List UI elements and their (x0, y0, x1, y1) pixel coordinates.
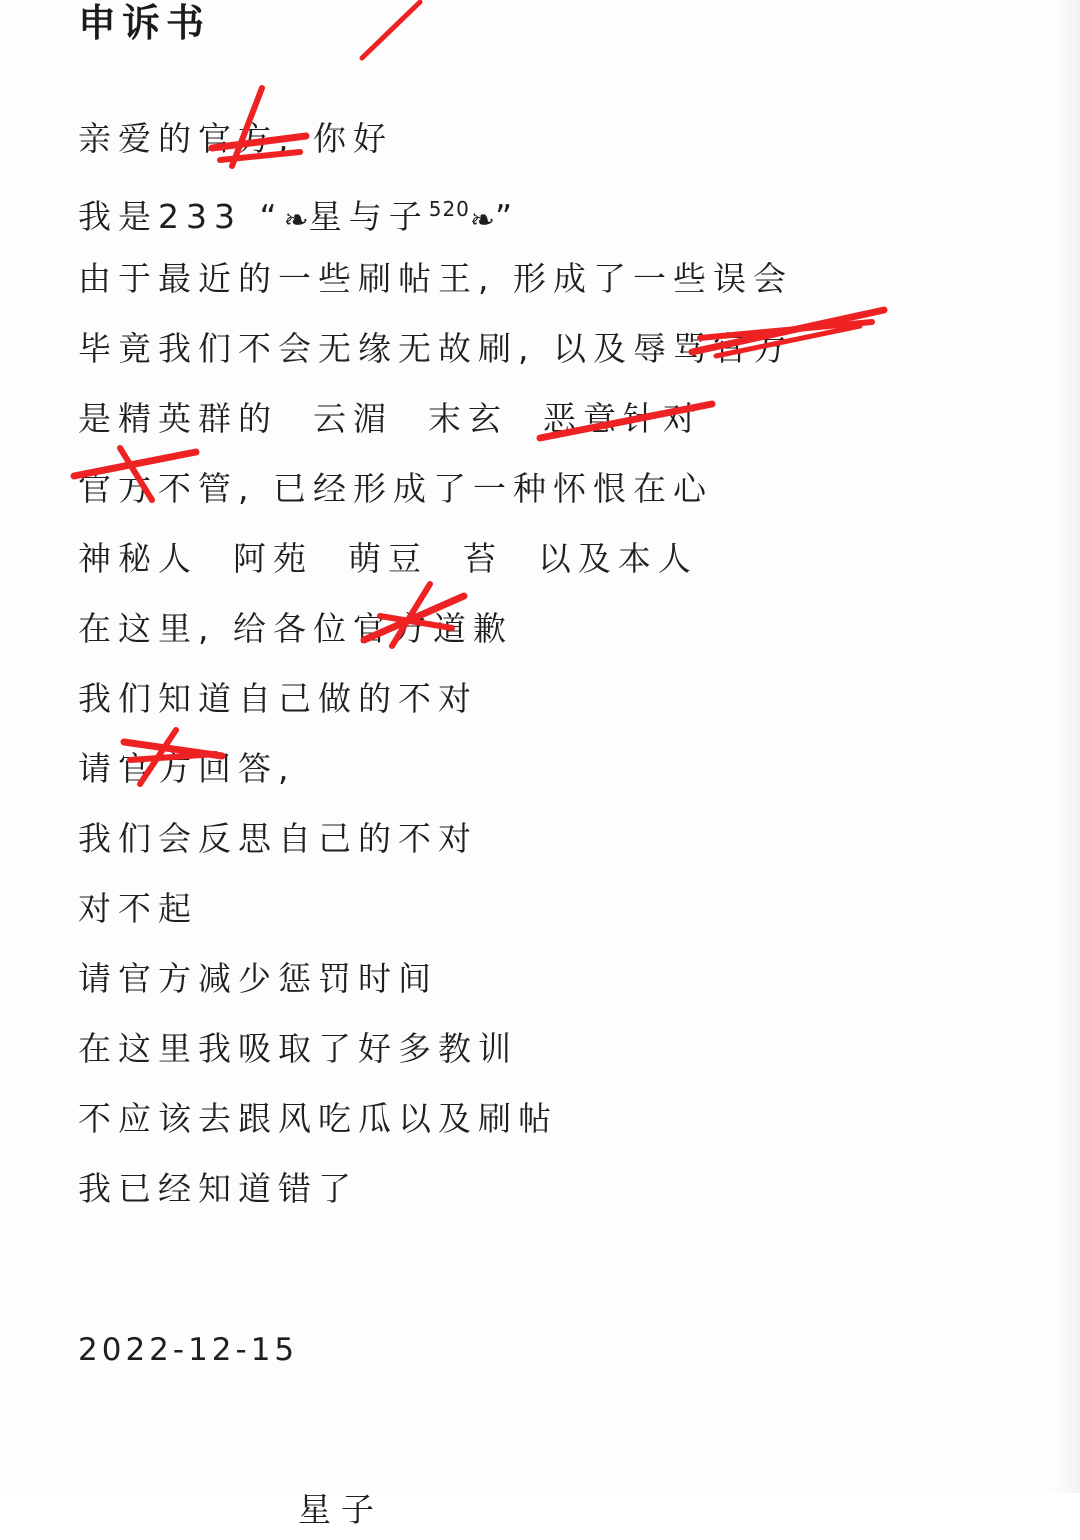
letter-line-16: 我已经知道错了 (78, 1169, 358, 1208)
letter-line-2-superscript: 520 (428, 197, 470, 221)
letter-signature: 星子 (298, 1490, 384, 1529)
letter-line-4: 毕竟我们不会无缘无故刷, 以及辱骂官方 (78, 329, 793, 368)
letter-body (78, 104, 1080, 1224)
page-title: 申诉书 (78, 1, 211, 45)
letter-line-8: 在这里, 给各位官方道歉 (78, 609, 513, 648)
letter-line-11: 我们会反思自己的不对 (78, 819, 478, 858)
letter-line-2-name: 星与子 (308, 197, 429, 236)
letter-line-10: 请官方回答, (78, 749, 296, 788)
letter-line-2-suffix: ” (495, 197, 520, 236)
ornament-left-icon: ❧ (283, 203, 309, 238)
ornament-right-icon: ❧ (469, 203, 496, 238)
letter-line-6: 官方不管, 已经形成了一种怀恨在心 (78, 469, 713, 508)
letter-line-14: 在这里我吸取了好多教训 (78, 1029, 518, 1068)
letter-line-7: 神秘人 阿苑 萌豆 苔 以及本人 (78, 539, 698, 578)
letter-line-3: 由于最近的一些刷帖王, 形成了一些误会 (78, 259, 793, 298)
letter-line-5: 是精英群的 云湄 末玄 恶意针对 (78, 399, 703, 438)
letter-line-9: 我们知道自己做的不对 (78, 679, 478, 718)
letter-line-12: 对不起 (78, 889, 198, 928)
letter-date: 2022-12-15 (78, 1332, 299, 1368)
letter-line-2 (78, 174, 1080, 244)
letter-line-15: 不应该去跟风吃瓜以及刷帖 (78, 1099, 558, 1138)
letter-line-13: 请官方减少惩罚时间 (78, 959, 438, 998)
letter-line-2-prefix: 我是233 “ (78, 197, 284, 236)
letter-line-1: 亲爱的官方, 你好 (78, 119, 393, 158)
